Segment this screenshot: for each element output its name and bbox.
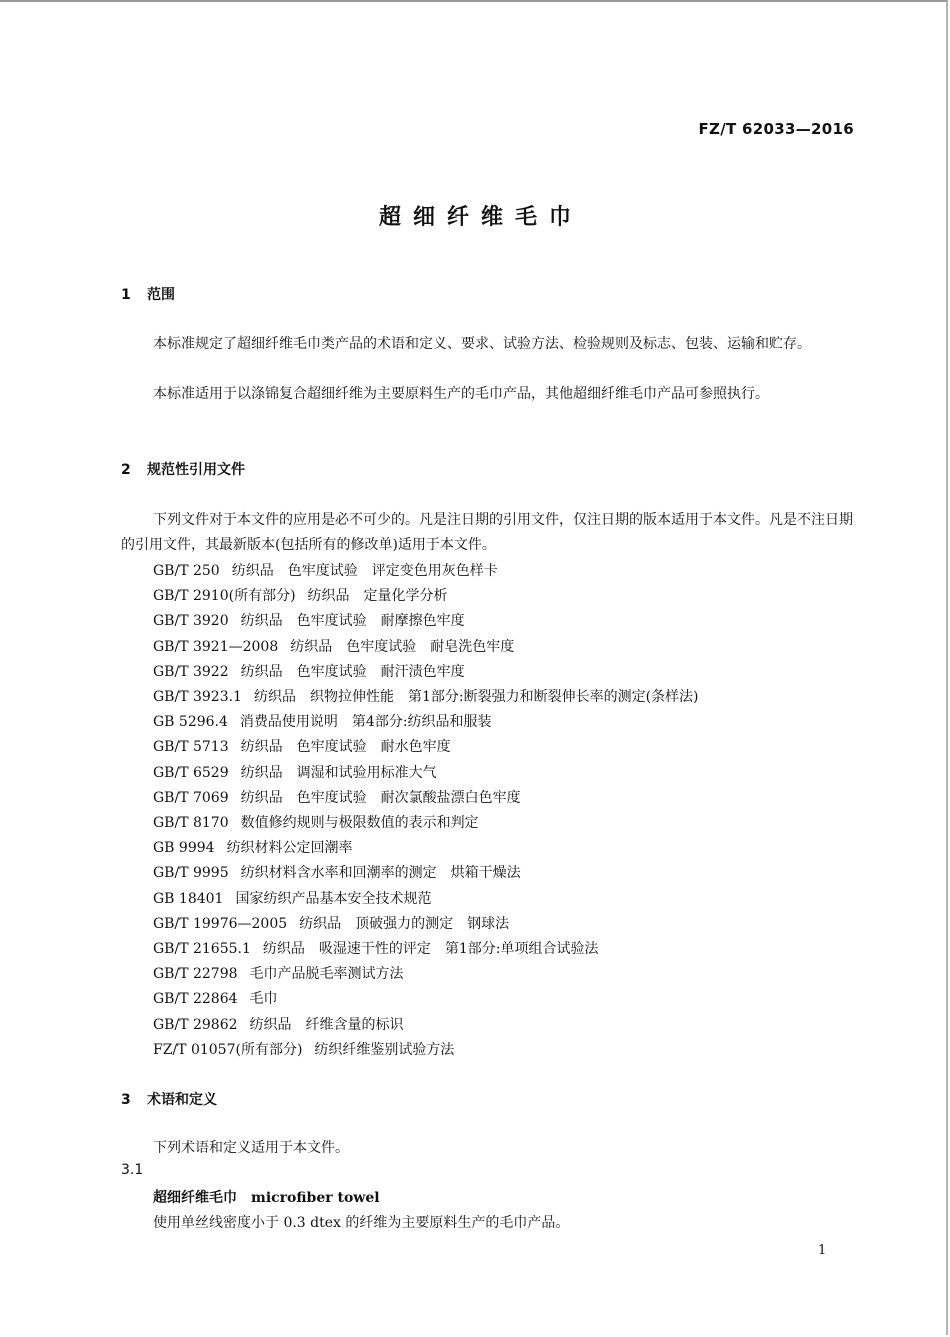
reference-code: GB/T 250 xyxy=(153,563,220,579)
scope-paragraph-1: 本标准规定了超细纤维毛巾类产品的术语和定义、要求、试验方法、检验规则及标志、包装、运输和贮存。 xyxy=(153,336,811,352)
reference-code: GB/T 7069 xyxy=(153,789,229,806)
reference-code: GB/T 29862 xyxy=(153,1016,238,1033)
reference-item xyxy=(153,861,699,886)
reference-item xyxy=(153,635,699,660)
reference-item xyxy=(153,735,699,760)
section-number: 1 xyxy=(121,287,131,303)
reference-title: 纺织品 色牢度试验 耐皂洗色牢度 xyxy=(290,638,515,655)
reference-title: 纺织纤维鉴别试验方法 xyxy=(314,1041,455,1058)
reference-item xyxy=(153,609,699,634)
reference-item xyxy=(153,811,699,836)
section-title: 规范性引用文件 xyxy=(147,462,245,478)
reference-code: GB 9994 xyxy=(153,840,215,857)
scope-paragraph-2: 本标准适用于以涤锦复合超细纤维为主要原料生产的毛巾产品，其他超细纤维毛巾产品可参照执行。 xyxy=(153,386,769,402)
term-english: microfiber towel xyxy=(251,1190,380,1206)
reference-title: 纺织品 定量化学分析 xyxy=(307,588,448,605)
reference-title: 纺织品 顶破强力的测定 钢球法 xyxy=(299,915,510,932)
standard-code: FZ/T 62033—2016 xyxy=(698,120,854,138)
reference-item xyxy=(153,962,699,987)
reference-item xyxy=(153,584,699,609)
reference-title: 毛巾 xyxy=(249,991,278,1008)
section-title: 范围 xyxy=(147,287,175,303)
reference-item xyxy=(153,786,699,811)
reference-item xyxy=(153,761,699,786)
reference-code: GB/T 19976—2005 xyxy=(153,915,288,932)
reference-code: GB 18401 xyxy=(153,890,224,907)
reference-title: 纺织材料公定回潮率 xyxy=(226,840,353,857)
reference-code: GB/T 3923.1 xyxy=(153,689,242,706)
reference-title: 纺织品 色牢度试验 评定变色用灰色样卡 xyxy=(231,563,498,579)
reference-title: 毛巾产品脱毛率测试方法 xyxy=(249,966,404,983)
reference-code: GB/T 2910(所有部分) xyxy=(153,588,296,605)
section-number: 2 xyxy=(121,462,131,478)
page-number: 1 xyxy=(818,1243,827,1258)
document-title: 超细纤维毛巾 xyxy=(378,205,583,230)
reference-title: 纺织品 色牢度试验 耐摩擦色牢度 xyxy=(240,613,465,630)
reference-title: 纺织品 吸湿速干性的评定 第1部分:单项组合试验法 xyxy=(262,941,599,958)
section-title: 术语和定义 xyxy=(147,1092,217,1108)
section-number: 3 xyxy=(121,1092,131,1108)
reference-title: 纺织品 纤维含量的标识 xyxy=(249,1016,404,1033)
reference-code: GB/T 3922 xyxy=(153,663,229,680)
reference-code: GB/T 22798 xyxy=(153,966,238,983)
references-intro: 下列文件对于本文件的应用是必不可少的。凡是注日期的引用文件，仅注日期的版本适用于本文件。凡是不注日期的引用文件，其最新版本(包括所有的修改单)适用于本文件。 xyxy=(121,512,853,553)
reference-item xyxy=(153,887,699,912)
reference-code: GB/T 21655.1 xyxy=(153,941,251,958)
reference-title: 国家纺织产品基本安全技术规范 xyxy=(235,890,432,907)
reference-title: 纺织材料含水率和回潮率的测定 烘箱干燥法 xyxy=(240,865,521,882)
section-1-heading xyxy=(121,284,175,304)
reference-title: 数值修约规则与极限数值的表示和判定 xyxy=(240,815,479,832)
reference-code: GB/T 3920 xyxy=(153,613,229,630)
reference-title: 纺织品 色牢度试验 耐次氯酸盐漂白色牢度 xyxy=(240,789,521,806)
reference-title: 纺织品 色牢度试验 耐汗渍色牢度 xyxy=(240,663,465,680)
reference-title: 消费品使用说明 第4部分:纺织品和服装 xyxy=(239,714,492,731)
term-heading xyxy=(153,1187,380,1207)
term-chinese: 超细纤维毛巾 xyxy=(153,1190,237,1206)
section-3-heading xyxy=(121,1089,217,1109)
reference-item xyxy=(153,987,699,1012)
reference-code: FZ/T 01057(所有部分) xyxy=(153,1041,303,1058)
terms-intro: 下列术语和定义适用于本文件。 xyxy=(153,1140,349,1156)
clause-number: 3.1 xyxy=(121,1162,144,1178)
reference-list xyxy=(153,559,699,1063)
reference-code: GB/T 9995 xyxy=(153,865,229,882)
reference-code: GB/T 5713 xyxy=(153,739,229,756)
reference-item xyxy=(153,660,699,685)
term-definition: 使用单丝线密度小于 0.3 dtex 的纤维为主要原料生产的毛巾产品。 xyxy=(153,1215,570,1231)
reference-item xyxy=(153,1013,699,1038)
reference-item xyxy=(153,710,699,735)
reference-code: GB/T 8170 xyxy=(153,815,229,832)
reference-item xyxy=(153,559,699,584)
reference-title: 纺织品 织物拉伸性能 第1部分:断裂强力和断裂伸长率的测定(条样法) xyxy=(253,689,699,706)
reference-title: 纺织品 调湿和试验用标准大气 xyxy=(240,764,437,781)
section-2-heading xyxy=(121,459,245,479)
reference-item xyxy=(153,685,699,710)
reference-item xyxy=(153,937,699,962)
reference-item xyxy=(153,836,699,861)
reference-item xyxy=(153,912,699,937)
reference-code: GB/T 6529 xyxy=(153,764,229,781)
reference-code: GB 5296.4 xyxy=(153,714,228,731)
reference-item xyxy=(153,1038,699,1063)
reference-code: GB/T 22864 xyxy=(153,991,238,1008)
reference-code: GB/T 3921—2008 xyxy=(153,638,279,655)
reference-title: 纺织品 色牢度试验 耐水色牢度 xyxy=(240,739,451,756)
